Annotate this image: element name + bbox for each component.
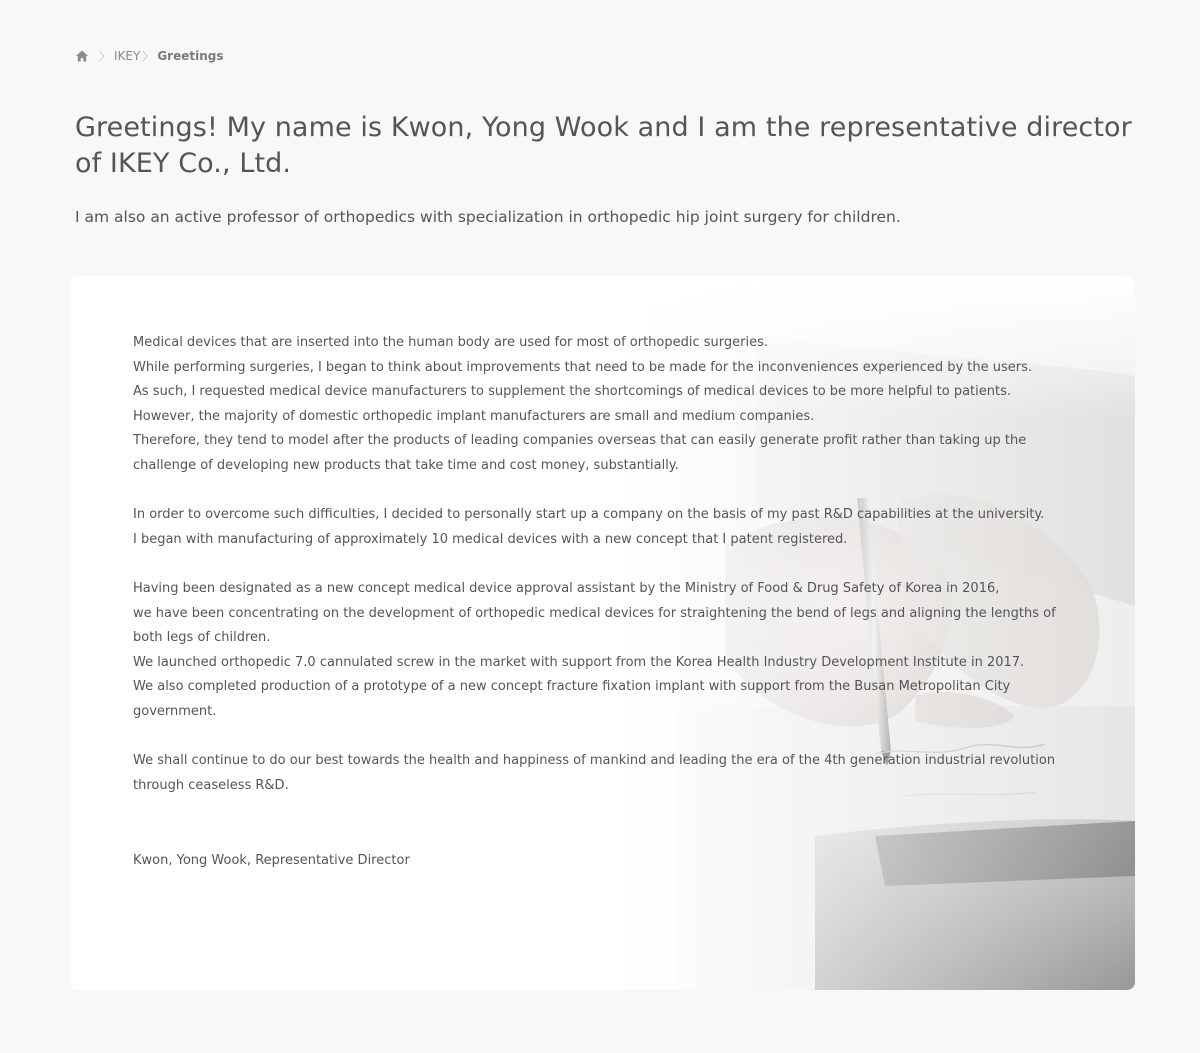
signature: Kwon, Yong Wook, Representative Director <box>133 853 410 868</box>
letter-line: Therefore, they tend to model after the products of leading companies overseas that can easily generate profit rather than taking up the challenge of developing new products that take time and cost money, substantially. <box>133 433 1027 473</box>
greeting-letter <box>133 331 1083 823</box>
letter-paragraph <box>133 331 1083 479</box>
page-title: Greetings! My name is Kwon, Yong Wook and I am the representative director of IKEY Co., Ltd. <box>75 112 1132 179</box>
letter-line: We also completed production of a prototype of a new concept fracture fixation implant with support from the Busan Metropolitan City government. <box>133 679 1011 719</box>
letter-line: Medical devices that are inserted into the human body are used for most of orthopedic surgeries. <box>133 335 769 350</box>
page-subtitle: I am also an active professor of orthopedics with specialization in orthopedic hip joint surgery for children. <box>75 208 901 226</box>
letter-line: we have been concentrating on the development of orthopedic medical devices for straightening the bend of legs and aligning the lengths of both legs of children. <box>133 605 1056 646</box>
letter-line: In order to overcome such difficulties, I decided to personally start up a company on the basis of my past R&D capabilities at the university. <box>133 507 1045 523</box>
letter-line: Having been designated as a new concept medical device approval assistant by the Ministry of Food & Drug Safety of Korea in 2016, <box>133 580 1000 596</box>
home-icon[interactable] <box>75 49 89 63</box>
greeting-card <box>70 276 1135 990</box>
breadcrumb-item-greetings: Greetings <box>157 49 224 63</box>
letter-paragraph <box>133 749 1083 798</box>
letter-line: As such, I requested medical device manufacturers to supplement the shortcomings of medical devices to be more helpful to patients. <box>133 384 1012 400</box>
breadcrumb <box>75 47 224 65</box>
breadcrumb-item-ikey[interactable]: IKEY <box>114 49 141 63</box>
breadcrumb-separator: 〉 <box>99 50 110 63</box>
letter-line: However, the majority of domestic orthopedic implant manufacturers are small and medium companies. <box>133 408 815 424</box>
letter-line: We launched orthopedic 7.0 cannulated screw in the market with support from the Korea Health Industry Development Institute in 2017. <box>133 654 1025 670</box>
breadcrumb-separator: 〉 <box>142 50 154 63</box>
letter-paragraph <box>133 577 1083 725</box>
letter-paragraph <box>133 503 1083 552</box>
letter-line: I began with manufacturing of approximately 10 medical devices with a new concept that I patent registered. <box>133 531 848 547</box>
letter-line: While performing surgeries, I began to think about improvements that need to be made for the inconveniences experienced by the users. <box>133 359 1033 375</box>
letter-line: We shall continue to do our best towards the health and happiness of mankind and leading the era of the 4th generation industrial revolution through ceaseless R&D. <box>133 753 1056 793</box>
